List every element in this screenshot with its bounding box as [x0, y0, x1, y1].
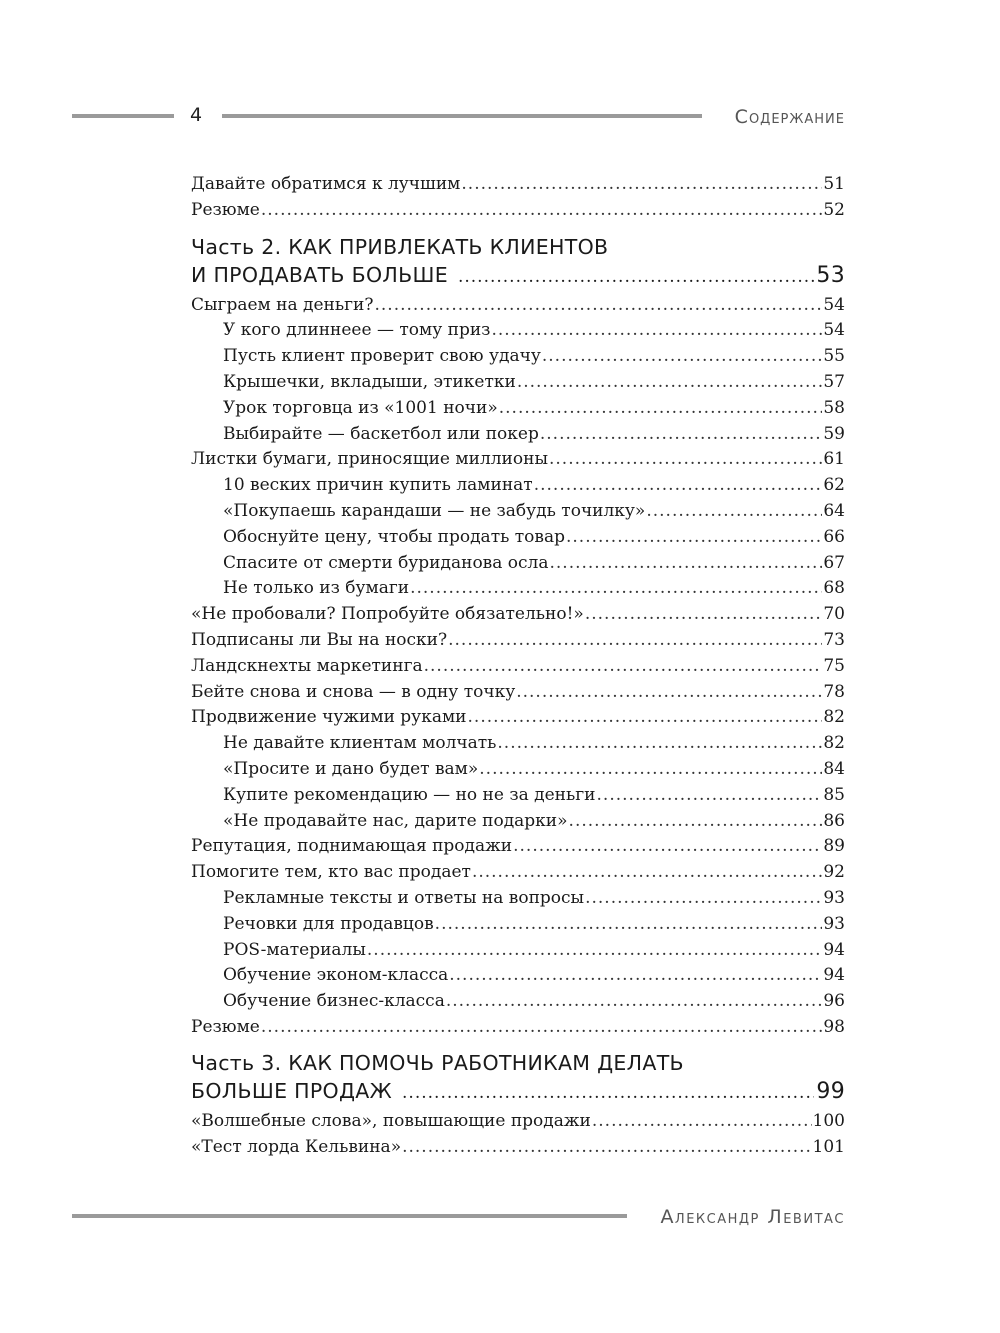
toc-entry-page: 59	[823, 423, 845, 444]
running-header-section: Содержание	[734, 106, 845, 128]
toc-entry-page: 82	[823, 707, 845, 728]
toc-entry-page: 73	[823, 629, 845, 650]
toc-entry-title: Подписаны ли Вы на носки?	[191, 629, 448, 650]
toc-entry-page: 100	[812, 1110, 845, 1131]
header-rule-right	[222, 114, 702, 118]
toc-entry-page: 86	[823, 810, 845, 831]
part-title-line2: И ПРОДАВАТЬ БОЛЬШЕ	[191, 262, 448, 287]
toc-entry-page: 96	[823, 991, 845, 1012]
dot-leader	[516, 680, 822, 706]
page-number: 4	[190, 104, 203, 126]
dot-leader	[597, 783, 823, 809]
toc-entry	[191, 912, 845, 938]
toc-entry	[191, 473, 845, 499]
toc-entry	[191, 551, 845, 577]
toc-entry-title: POS-материалы	[223, 939, 366, 960]
toc-entry	[191, 834, 845, 860]
toc-entry-title: Купите рекомендацию — но не за деньги	[223, 784, 596, 805]
part-title-line2-row	[191, 261, 845, 289]
dot-leader	[517, 370, 823, 396]
toc-entry-page: 98	[823, 1016, 845, 1037]
dot-leader	[435, 912, 823, 938]
toc-entry	[191, 422, 845, 448]
toc-entry-title: Обоснуйте цену, чтобы продать товар	[223, 526, 565, 547]
toc-entry-title: Крышечки, вкладыши, этикетки	[223, 371, 516, 392]
toc-entry	[191, 1135, 845, 1161]
toc-entry-page: 54	[823, 294, 845, 315]
toc-entry-page: 89	[823, 836, 845, 857]
toc-entry	[191, 628, 845, 654]
toc-entry-title: Спасите от смерти буриданова осла	[223, 552, 549, 573]
dot-leader	[461, 172, 822, 198]
part-title-line1: Часть 2. КАК ПРИВЛЕКАТЬ КЛИЕНТОВ	[191, 234, 609, 259]
toc-entry-page: 64	[823, 500, 845, 521]
toc-entry-page: 78	[823, 681, 845, 702]
toc-entry-title: Давайте обратимся к лучшим	[191, 174, 461, 194]
toc-entry-page: 66	[823, 526, 845, 547]
toc-entry	[191, 447, 845, 473]
toc-entry-title: Урок торговца из «1001 ночи»	[223, 397, 498, 418]
part-heading	[191, 1050, 845, 1105]
dot-leader	[402, 1079, 814, 1107]
dot-leader	[479, 757, 822, 783]
toc-entry-title: Помогите тем, кто вас продает	[191, 862, 471, 883]
toc-entry-title: У кого длиннеее — тому приз	[223, 320, 491, 341]
toc-entry-title: «Не продавайте нас, дарите подарки»	[223, 810, 568, 831]
dot-leader	[499, 396, 823, 422]
dot-leader	[402, 1135, 811, 1161]
toc-entry	[191, 1015, 845, 1041]
toc-entry-title: Обучение бизнес-класса	[223, 991, 445, 1012]
dot-leader	[646, 499, 822, 525]
dot-leader	[367, 938, 822, 964]
toc-entry-title: «Тест лорда Кельвина»	[191, 1136, 402, 1157]
toc-entry	[191, 783, 845, 809]
toc-entry	[191, 680, 845, 706]
dot-leader	[448, 628, 822, 654]
toc-entry	[191, 172, 845, 198]
toc-entry	[191, 525, 845, 551]
toc-entry-page: 61	[823, 449, 845, 470]
toc-entry	[191, 809, 845, 835]
header-rule-left	[72, 114, 174, 118]
dot-leader	[534, 473, 823, 499]
toc-entry-title: Листки бумаги, приносящие миллионы	[191, 449, 548, 470]
toc-top-group	[191, 172, 845, 224]
dot-leader	[424, 654, 823, 680]
toc-part2-group	[191, 293, 845, 1041]
toc-entry-title: Репутация, поднимающая продажи	[191, 836, 513, 857]
part-page-number: 53	[816, 262, 845, 288]
toc-entry	[191, 499, 845, 525]
running-footer-author: Александр Левитас	[660, 1206, 845, 1228]
toc-entry	[191, 293, 845, 319]
toc-entry-title: Выбирайте — баскетбол или покер	[223, 423, 539, 444]
dot-leader	[592, 1109, 812, 1135]
toc-entry-page: 67	[823, 552, 845, 573]
dot-leader	[585, 886, 822, 912]
toc-entry	[191, 989, 845, 1015]
toc-entry-page: 55	[823, 346, 845, 367]
toc-entry-title: Ландскнехты маркетинга	[191, 655, 423, 676]
dot-leader	[468, 705, 823, 731]
toc-entry-title: Бейте снова и снова — в одну точку	[191, 681, 516, 702]
toc-entry	[191, 757, 845, 783]
toc-entry-page: 62	[823, 475, 845, 496]
toc-entry	[191, 198, 845, 224]
toc-entry-title: «Покупаешь карандаши — не забудь точилку»	[223, 500, 646, 521]
toc-entry-page: 93	[823, 913, 845, 934]
toc-entry	[191, 576, 845, 602]
toc-entry	[191, 396, 845, 422]
table-of-contents	[191, 172, 845, 1160]
toc-entry	[191, 654, 845, 680]
dot-leader	[446, 989, 823, 1015]
dot-leader	[540, 422, 822, 448]
toc-entry	[191, 344, 845, 370]
dot-leader	[513, 834, 822, 860]
toc-entry-title: «Просите и дано будет вам»	[223, 758, 479, 779]
toc-entry-page: 101	[812, 1136, 845, 1157]
part-title-line1: Часть 3. КАК ПОМОЧЬ РАБОТНИКАМ ДЕЛАТЬ	[191, 1050, 684, 1075]
dot-leader	[549, 551, 822, 577]
dot-leader	[491, 318, 822, 344]
toc-entry	[191, 886, 845, 912]
toc-entry	[191, 370, 845, 396]
dot-leader	[410, 576, 822, 602]
dot-leader	[585, 602, 823, 628]
toc-entry-page: 75	[823, 655, 845, 676]
toc-part3-group	[191, 1109, 845, 1161]
part-title-line2-row	[191, 1077, 845, 1105]
toc-entry	[191, 938, 845, 964]
toc-entry	[191, 1109, 845, 1135]
toc-entry-title: «Волшебные слова», повышающие продажи	[191, 1110, 591, 1131]
toc-entry-page: 57	[823, 371, 845, 392]
toc-entry-page: 85	[823, 784, 845, 805]
toc-entry-title: Резюме	[191, 1016, 260, 1037]
toc-entry	[191, 318, 845, 344]
dot-leader	[497, 731, 822, 757]
dot-leader	[549, 447, 822, 473]
toc-entry	[191, 731, 845, 757]
toc-entry-page: 94	[823, 965, 845, 986]
dot-leader	[261, 1015, 823, 1041]
dot-leader	[569, 809, 823, 835]
toc-entry	[191, 860, 845, 886]
toc-entry-page: 70	[823, 604, 845, 625]
toc-entry-page: 84	[823, 758, 845, 779]
dot-leader	[542, 344, 823, 370]
part-title-line2: БОЛЬШЕ ПРОДАЖ	[191, 1078, 393, 1103]
part-page-number: 99	[816, 1078, 845, 1104]
toc-entry-page: 68	[823, 578, 845, 599]
toc-entry-title: Продвижение чужими руками	[191, 707, 467, 728]
toc-entry-title: Рекламные тексты и ответы на вопросы	[223, 887, 585, 908]
toc-entry-title: Обучение эконом-класса	[223, 965, 449, 986]
toc-entry-title: 10 веских причин купить ламинат	[223, 475, 533, 496]
toc-entry-title: «Не пробовали? Попробуйте обязательно!»	[191, 604, 584, 625]
toc-entry-title: Сыграем на деньги?	[191, 294, 374, 315]
dot-leader	[374, 293, 822, 319]
toc-entry-page: 92	[823, 862, 845, 883]
toc-entry-title: Пусть клиент проверит свою удачу	[223, 346, 541, 367]
toc-entry-page: 54	[823, 320, 845, 341]
toc-entry-title: Не давайте клиентам молчать	[223, 733, 497, 754]
dot-leader	[566, 525, 822, 551]
toc-entry-page: 94	[823, 939, 845, 960]
dot-leader	[472, 860, 822, 886]
part-heading	[191, 234, 845, 289]
toc-entry	[191, 602, 845, 628]
dot-leader	[261, 198, 823, 224]
toc-entry	[191, 705, 845, 731]
toc-entry-page: 52	[823, 199, 845, 220]
toc-entry-title: Резюме	[191, 199, 260, 220]
toc-entry-page: 51	[823, 174, 845, 194]
toc-entry-page: 93	[823, 887, 845, 908]
toc-entry-title: Не только из бумаги	[223, 578, 410, 599]
toc-entry-page: 82	[823, 733, 845, 754]
toc-entry-title: Речовки для продавцов	[223, 913, 434, 934]
toc-entry-page: 58	[823, 397, 845, 418]
dot-leader	[449, 963, 822, 989]
dot-leader	[458, 263, 814, 291]
toc-entry	[191, 963, 845, 989]
footer-rule	[72, 1214, 627, 1218]
